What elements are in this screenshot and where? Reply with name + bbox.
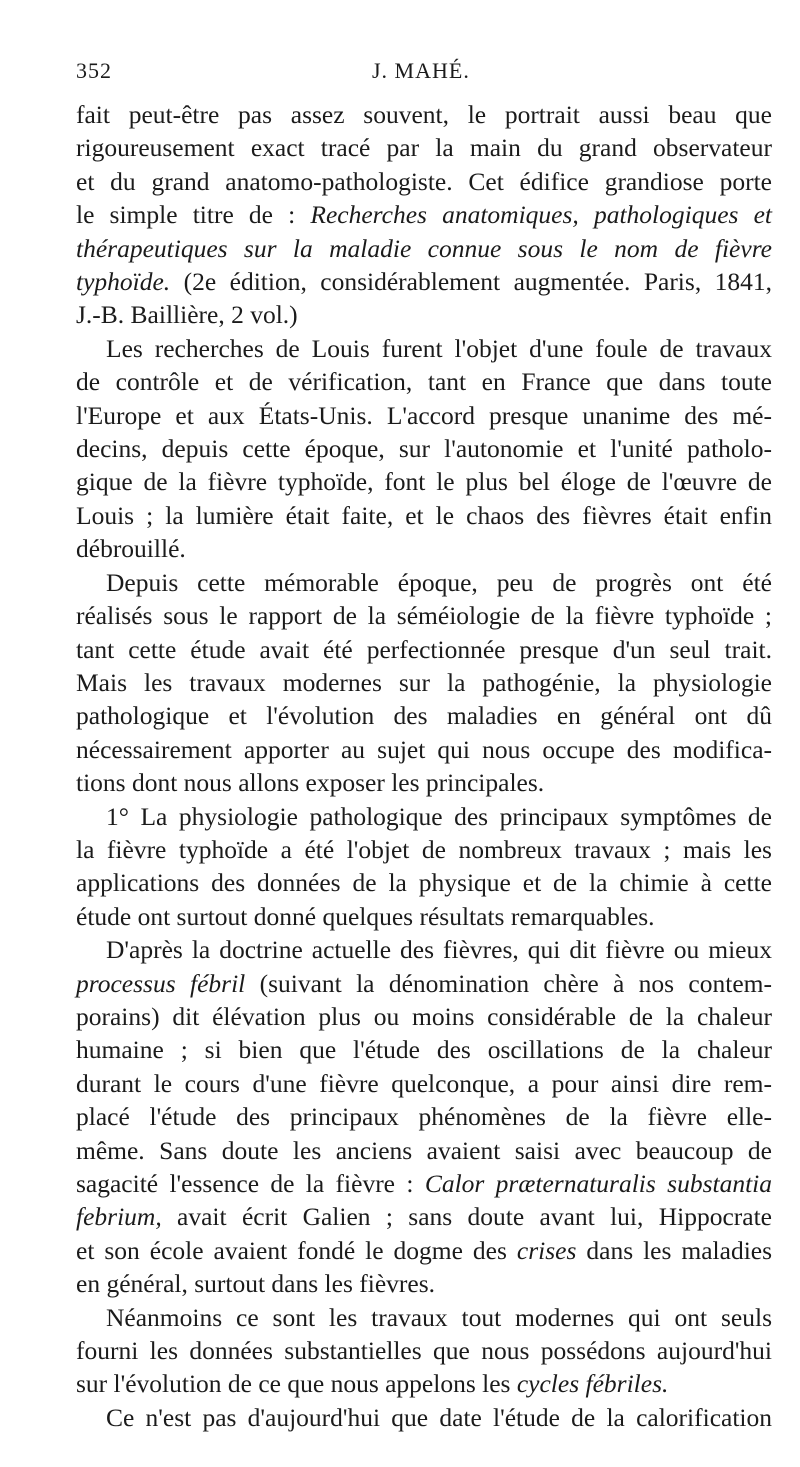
text-line: Depuis cette mémorable époque, peu de progrès ont été	[106, 567, 772, 597]
text-line: rigoureusement exact tracé par la main du grand observateur	[76, 133, 772, 163]
text-line: porains) dit élévation plus ou moins considérable de la chaleur	[76, 1001, 772, 1031]
text-line: Ce n'est pas d'aujourd'hui que date l'étude de la calorification	[106, 1402, 772, 1432]
text-line: sagacité l'essence de la fièvre : Calor præternaturalis substantia	[76, 1169, 772, 1198]
text-line: applications des données de la physique et de la chimie à cette	[76, 868, 772, 898]
italic-term: crises	[516, 1235, 577, 1265]
italic-term: processus fébril	[76, 968, 246, 998]
text-line: et du grand anatomo-pathologiste. Cet édifice grandiose porte	[76, 166, 772, 196]
text-line: la fièvre typhoïde a été l'objet de nombreux travaux ; mais les	[76, 834, 772, 864]
text-line: tant cette étude avait été perfectionnée presque d'un seul trait.	[76, 634, 772, 664]
text-line: D'après la doctrine actuelle des fièvres, qui dit fièvre ou mieux	[106, 935, 772, 965]
text-line: Louis ; la lumière était faite, et le chaos des fièvres était enfin	[76, 500, 772, 530]
text-line: Les recherches de Louis furent l'objet d'une foule de travaux	[106, 333, 772, 363]
text-line: durant le cours d'une fièvre quelconque, a pour ainsi dire rem-	[76, 1068, 772, 1098]
text-line	[76, 232, 772, 265]
running-head	[76, 58, 772, 98]
text-line: tions dont nous allons exposer les principales.	[76, 768, 545, 798]
running-title: J. MAHÉ.	[372, 58, 470, 83]
text-line: étude ont surtout donné quelques résultats remarquables.	[76, 901, 655, 931]
text-line: sur l'évolution de ce que nous appelons les cycles fébriles.	[76, 1369, 669, 1399]
text-line: placé l'étude des principaux phénomènes de la fièvre elle-	[76, 1102, 772, 1132]
text-line: débrouillé.	[76, 534, 186, 564]
latin-quote: Calor præternaturalis substantia	[424, 1169, 772, 1198]
text-line: de contrôle et de vérification, tant en France que dans toute	[76, 367, 772, 397]
book-title: Recherches anatomiques, pathologiques et	[310, 200, 772, 230]
text-line: Néanmoins ce sont les travaux tout modernes qui ont seuls	[106, 1302, 772, 1332]
text-line: fourni les données substantielles que nous possédons aujourd'hui	[76, 1336, 772, 1366]
text-line: en général, surtout dans les fièvres.	[76, 1269, 436, 1299]
body-text	[76, 98, 772, 1434]
text-line: gique de la fièvre typhoïde, font le plus bel éloge de l'œuvre de	[76, 467, 772, 497]
book-title: typhoïde.	[76, 267, 171, 297]
page-number: 352	[76, 58, 112, 83]
text-line: le simple titre de : Recherches anatomiques, pathologiques et	[76, 200, 772, 230]
text-line: typhoïde. (2e édition, considérablement augmentée. Paris, 1841,	[76, 267, 773, 297]
text-line: 1° La physiologie pathologique des principaux symptômes de	[106, 801, 772, 831]
text-line: pathologique et l'évolution des maladies en général ont dû	[76, 701, 772, 731]
italic-term: cycles fébriles.	[516, 1369, 669, 1399]
text-line: nécessairement apporter au sujet qui nous occupe des modifica-	[76, 734, 772, 764]
text-line: réalisés sous le rapport de la séméiologie de la fièvre typhoïde ;	[76, 601, 772, 631]
text-line: même. Sans doute les anciens avaient saisi avec beaucoup de	[76, 1135, 772, 1165]
text-line: decins, depuis cette époque, sur l'autonomie et l'unité patholo-	[76, 434, 772, 464]
latin-quote: febrium,	[76, 1202, 162, 1232]
text-line: et son école avaient fondé le dogme des crises dans les maladies	[76, 1235, 773, 1265]
text-line: processus fébril (suivant la dénomination chère à nos contem-	[76, 968, 772, 998]
text-line: humaine ; si bien que l'étude des oscillations de la chaleur	[76, 1035, 772, 1065]
text-line: l'Europe et aux États-Unis. L'accord presque unanime des mé-	[76, 400, 772, 430]
book-title: thérapeutiques sur la maladie connue sous le nom de fièvre	[76, 233, 772, 263]
text-line: J.-B. Baillière, 2 vol.)	[76, 300, 298, 330]
text-line: Mais les travaux modernes sur la pathogénie, la physiologie	[76, 667, 772, 697]
text-line: febrium, avait écrit Galien ; sans doute avant lui, Hippocrate	[76, 1202, 773, 1232]
text-line: fait peut-être pas assez souvent, le portrait aussi beau que	[76, 100, 772, 129]
